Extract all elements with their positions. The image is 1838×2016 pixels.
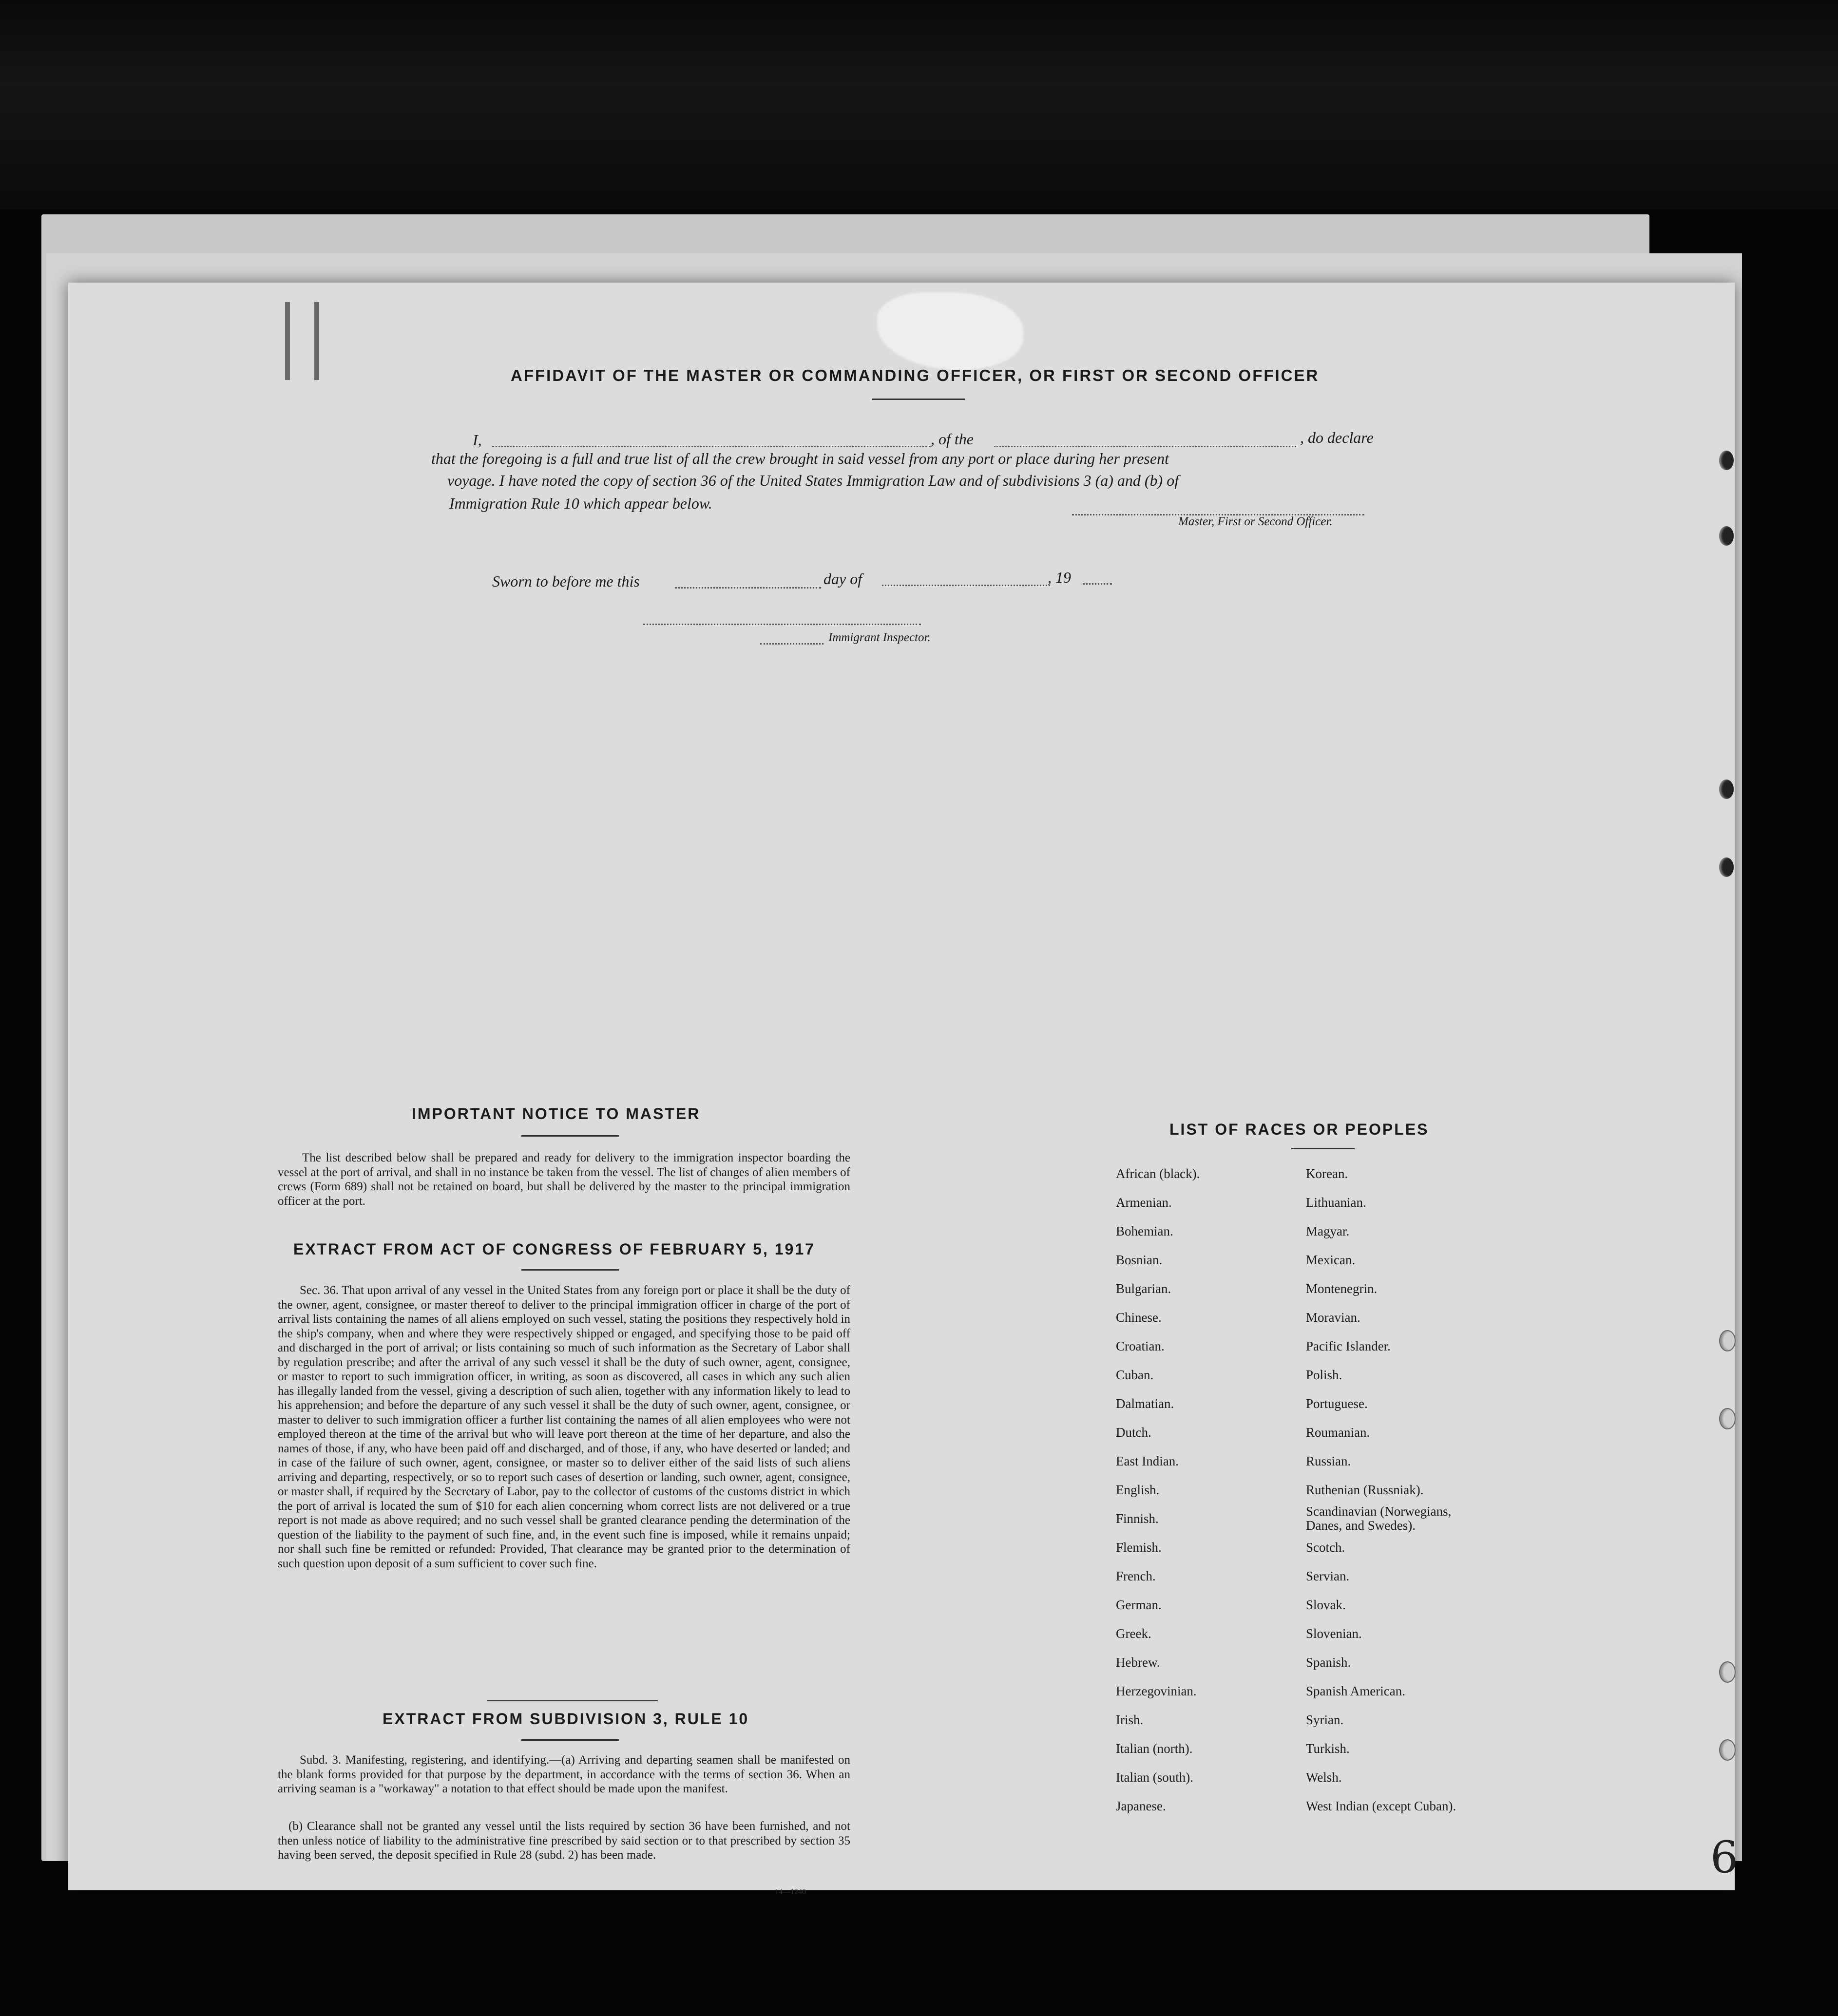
race-item: German. <box>1116 1598 1162 1612</box>
race-item: Ruthenian (Russniak). <box>1306 1483 1424 1497</box>
races-title: LIST OF RACES OR PEOPLES <box>1169 1121 1429 1138</box>
rule-extract-title: EXTRACT FROM SUBDIVISION 3, RULE 10 <box>383 1710 749 1728</box>
race-item: Flemish. <box>1116 1540 1162 1555</box>
races-left-column <box>1116 1160 1321 1821</box>
punch-hole <box>1719 1408 1736 1429</box>
sworn-day-blank[interactable] <box>675 587 821 589</box>
race-item: Syrian. <box>1306 1712 1344 1727</box>
year-prefix: , 19 <box>1048 569 1071 586</box>
race-item: Lithuanian. <box>1306 1195 1366 1210</box>
punch-hole <box>1719 526 1734 546</box>
inspector-caption: Immigrant Inspector. <box>828 631 931 644</box>
race-item: Roumanian. <box>1306 1425 1370 1440</box>
race-item: Slovenian. <box>1306 1626 1362 1641</box>
race-item: Herzegovinian. <box>1116 1684 1197 1698</box>
name-blank[interactable] <box>492 446 931 447</box>
affidavit-title-rule <box>872 399 965 400</box>
race-item: Dalmatian. <box>1116 1396 1174 1411</box>
act-extract-title: EXTRACT FROM ACT OF CONGRESS OF FEBRUARY 5, 1917 <box>293 1240 815 1258</box>
sworn-month-blank[interactable] <box>882 585 1050 586</box>
race-item: Spanish American. <box>1306 1684 1405 1698</box>
punch-hole <box>1719 1739 1736 1761</box>
race-item: Korean. <box>1306 1166 1348 1181</box>
affidavit-line-2: that the foregoing is a full and true list of all the crew brought in said vessel from any port or place during her present <box>431 450 1169 467</box>
rule-extract-top-rule <box>487 1700 658 1701</box>
notice-title: IMPORTANT NOTICE TO MASTER <box>412 1105 701 1122</box>
race-item: Montenegrin. <box>1306 1281 1378 1296</box>
race-item: Magyar. <box>1306 1224 1350 1238</box>
punch-hole <box>1719 1661 1736 1683</box>
race-item: Moravian. <box>1306 1310 1360 1325</box>
affidavit-title: AFFIDAVIT OF THE MASTER OR COMMANDING OFFICER, OR FIRST OR SECOND OFFICER <box>511 366 1320 384</box>
notice-title-rule <box>521 1135 619 1137</box>
race-item: West Indian (except Cuban). <box>1306 1799 1456 1813</box>
punch-hole <box>1719 857 1734 877</box>
race-item: Dutch. <box>1116 1425 1151 1440</box>
scan-background <box>0 0 1838 209</box>
master-caption: Master, First or Second Officer. <box>1178 515 1333 528</box>
affidavit-of-the: , of the <box>931 430 974 448</box>
race-item: Bosnian. <box>1116 1253 1163 1267</box>
race-item: Servian. <box>1306 1569 1350 1583</box>
races-right-column <box>1306 1160 1530 1821</box>
race-item: Greek. <box>1116 1626 1151 1641</box>
race-item: Chinese. <box>1116 1310 1162 1325</box>
race-item: Bulgarian. <box>1116 1281 1171 1296</box>
race-item: Portuguese. <box>1306 1396 1368 1411</box>
race-item: Italian (north). <box>1116 1741 1193 1756</box>
race-item: Croatian. <box>1116 1339 1165 1353</box>
form-number: 14—1240 <box>775 1888 806 1896</box>
act-extract-title-rule <box>521 1269 619 1271</box>
race-item: Pacific Islander. <box>1306 1339 1391 1353</box>
race-item: Japanese. <box>1116 1799 1166 1813</box>
race-item: Turkish. <box>1306 1741 1350 1756</box>
race-item: Spanish. <box>1306 1655 1351 1670</box>
race-item: Russian. <box>1306 1454 1351 1468</box>
race-item: East Indian. <box>1116 1454 1179 1468</box>
race-item: Armenian. <box>1116 1195 1172 1210</box>
race-item: Italian (south). <box>1116 1770 1193 1785</box>
handwritten-mark: 6 <box>1710 1832 1739 1883</box>
year-blank[interactable] <box>1083 583 1112 585</box>
race-item: Scandinavian (Norwegians, Danes, and Swedes). <box>1306 1504 1452 1533</box>
race-item: English. <box>1116 1483 1160 1497</box>
rule-extract-para-a: Subd. 3. Manifesting, registering, and identifying.—(a) Arriving and departing seamen shall be manifested on the blank forms provided for that purpose by the department, in accordance with the terms of section 36. When an arriving seaman is a "workaway" a notation to that effect should be made upon the manifest. <box>278 1753 850 1795</box>
affidavit-i-label: I, <box>473 431 482 449</box>
race-item: Cuban. <box>1116 1368 1154 1382</box>
race-item: Finnish. <box>1116 1511 1159 1526</box>
sworn-label: Sworn to before me this <box>492 572 640 590</box>
race-item: Welsh. <box>1306 1770 1342 1785</box>
rule-extract-para-b: (b) Clearance shall not be granted any vessel until the lists required by section 36 have been furnished, and not then unless notice of liability to the administrative fine prescribed by said section or to that prescribed by section 35 having been served, the deposit specified in Rule 28 (subd. 2) has been made. <box>278 1820 850 1862</box>
inspector-signature-line-2[interactable] <box>760 643 823 645</box>
race-item: Slovak. <box>1306 1598 1346 1612</box>
race-item: African (black). <box>1116 1166 1200 1181</box>
binder-clip <box>285 302 319 380</box>
race-item: Bohemian. <box>1116 1224 1173 1238</box>
punch-hole <box>1719 780 1734 799</box>
day-of-label: day of <box>823 570 862 588</box>
affidavit-do-declare: , do declare <box>1300 429 1374 446</box>
vessel-blank[interactable] <box>994 446 1296 447</box>
affidavit-line-4: Immigration Rule 10 which appear below. <box>449 494 712 512</box>
notice-body: The list described below shall be prepared and ready for delivery to the immigration inspector boarding the vessel at the port of arrival, and shall in no instance be taken from the vessel. The list of changes of alien members of crews (Form 689) shall not be retained on board, but shall be delivered by the master to the principal immigration officer at the port. <box>278 1151 850 1208</box>
affidavit-line-3: voyage. I have noted the copy of section 36 of the United States Immigration Law and of subdivisions 3 (a) and (b) of <box>447 472 1179 489</box>
race-item: Scotch. <box>1306 1540 1345 1555</box>
inspector-signature-line[interactable] <box>643 624 921 625</box>
rule-extract-title-rule <box>521 1739 619 1741</box>
punch-hole <box>1719 1330 1736 1351</box>
punch-hole <box>1719 451 1734 470</box>
race-item: Polish. <box>1306 1368 1342 1382</box>
races-title-rule <box>1291 1148 1355 1149</box>
race-item: Irish. <box>1116 1712 1144 1727</box>
race-item: Hebrew. <box>1116 1655 1160 1670</box>
race-item: Mexican. <box>1306 1253 1356 1267</box>
act-extract-body: Sec. 36. That upon arrival of any vessel in the United States from any foreign port or place it shall be the duty of the owner, agent, consignee, or master thereof to deliver to the principal immigration officer in charge of the port of arrival lists containing the names of all aliens employed on such vessel, stating the positions they respectively hold in the ship's company, when and where they were respectively shipped or engaged, and specifying those to be paid off and discharged in the port of arrival; or lists containing so much of such information as the Secretary of Labor shall by regulation prescribe; and after the arrival of any such vessel it shall be the duty of such owner, agent, consignee, or master to report to such immigration officer, in writing, as soon as discovered, all cases in which any such alien has illegally landed from the vessel, giving a description of such alien, together with any information likely to lead to his apprehension; and before the departure of any such vessel it shall be the duty of such owner, agent, consignee, or master to deliver to such immigration officer a further list containing the names of all alien employees who were not employed thereon at the time of the arrival but who will leave port thereon at the time of her departure, and also the names of those, if any, who have been paid off and discharged, and of those, if any, who have deserted or landed; and in case of the failure of such owner, agent, consignee, or master so to deliver either of the said lists of such aliens arriving and departing, respectively, or so to report such cases of desertion or landing, such owner, agent, consignee, or master shall, if required by the Secretary of Labor, pay to the collector of customs of the customs district in which the port of arrival is located the sum of $10 for each alien concerning whom correct lists are not delivered or a true report is not made as above required; and no such vessel shall be granted clearance pending the determination of the question of the liability to the payment of such fine, and, in the event such fine is imposed, while it remains unpaid; nor shall such fine be remitted or refunded: Provided, That clearance may be granted prior to the determination of such question upon deposit of a sum sufficient to cover such fine. <box>278 1284 850 1570</box>
race-item: French. <box>1116 1569 1156 1583</box>
